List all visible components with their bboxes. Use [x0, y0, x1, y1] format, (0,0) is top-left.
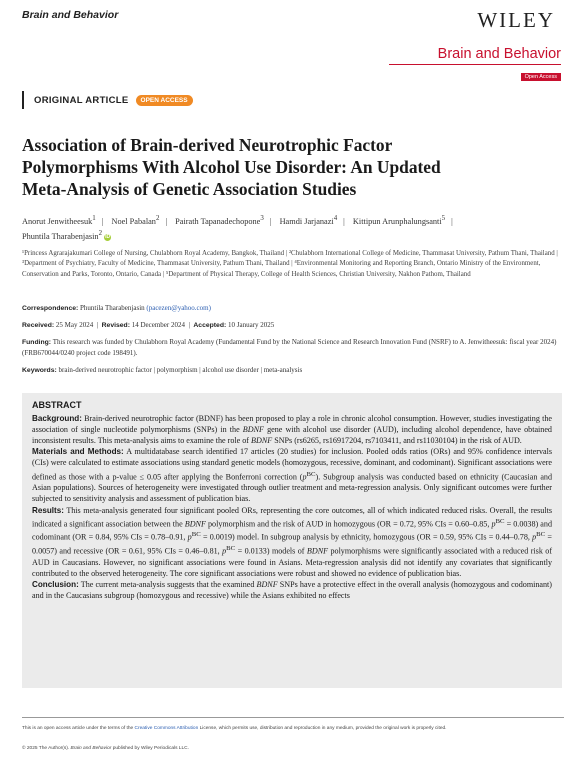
author-separator: | [451, 216, 453, 226]
article-type-bar [22, 91, 193, 109]
abstract-text: SNPs [274, 436, 293, 446]
p-symbol: p [491, 519, 496, 529]
conclusion-label: Conclusion: [32, 580, 79, 590]
keywords-text: brain-derived neurotrophic factor | polymorphism | alcohol use disorder | meta-analysis [58, 366, 303, 374]
author-separator: | [343, 216, 345, 226]
funding-label: Funding: [22, 339, 52, 346]
author-separator: | [269, 216, 272, 226]
accepted-date: 10 January 2025 [228, 321, 275, 329]
p-superscript: BC [536, 531, 546, 539]
title-line: Polymorphisms With Alcohol Use Disorder: An Updated [22, 157, 441, 177]
author-affiliation-number: 3 [260, 215, 264, 222]
date-separator: | [186, 321, 192, 329]
author-name[interactable]: Kittipun Arunphalungsanti [352, 216, 442, 226]
abstract-text: SNPs have a protective effect in the overall analysis (homozygous and codominant) and in the Caucasians subgroup (homozygous and recessive) while the Asians exhibited no effects [32, 580, 552, 601]
orcid-icon[interactable]: iD [105, 233, 111, 240]
abstract-text: = 0.0019) model. In subgroup analysis by ethnicity, homozygous (OR = 0.59, 95% CIs = 0.44–0.78, [202, 533, 530, 543]
p-superscript: BC [226, 545, 236, 553]
p-superscript: BC [191, 531, 201, 539]
abstract-methods [32, 446, 552, 504]
date-separator: | [94, 321, 100, 329]
article-dates [22, 320, 562, 331]
p-symbol: p [187, 533, 192, 543]
abstract-text: = 0.0057) and recessive (OR = 0.61, 95% CIs = 0.46–0.81, [32, 533, 552, 556]
journal-logo-rule [389, 64, 561, 65]
abstract-text: gene with alcohol use disorder (AUD), including alcohol dependence, have obtained inconsistent results. This meta-analysis aims to examine the role of [32, 425, 552, 446]
author-affiliation-number: 5 [441, 215, 446, 222]
snp-list: (rs6265, rs16917204, rs7103411, and rs11030104) [294, 436, 458, 446]
results-label: Results: [32, 505, 64, 515]
p-symbol: p [302, 472, 307, 482]
license-text: This is an open access article under the terms of the [22, 726, 134, 731]
copyright-journal: Brain and Behavior [70, 746, 112, 751]
author-separator: | [101, 216, 104, 226]
author-affiliation-number: 2 [98, 230, 103, 238]
author-affiliation-number: 4 [333, 215, 338, 222]
abstract-box [22, 393, 562, 688]
journal-logo[interactable] [389, 46, 561, 83]
methods-label: Materials and Methods: [32, 447, 124, 457]
gene-name: BDNF [306, 546, 329, 556]
publisher-logo[interactable]: WILEY [477, 8, 555, 32]
accepted-label: Accepted: [193, 322, 227, 329]
p-symbol: p [532, 533, 537, 543]
abstract-text: ). Subgroup analysis was conducted based on ethnicity (Caucasian and Asian populations). Sources of heterogeneity were investigated through outlier treatment and meta-regression analysis. Only significant outcomes were further subjected to sensitivity analysis and assessment of publication bias. [32, 472, 553, 504]
author-affiliation-number: 2 [155, 215, 160, 222]
article-title [22, 134, 522, 200]
revised-label: Revised: [101, 322, 130, 329]
open-access-badge: OPEN ACCESS [136, 95, 193, 106]
copyright-text: published by Wiley Periodicals LLC. [112, 746, 189, 751]
abstract-text: in the risk of AUD. [459, 436, 522, 446]
abstract-text: A multidatabase search identified 17 articles (20 studies) for inclusion. Pooled odds ratios (ORs) and 95% confidence intervals (CIs) were calculated to estimate associations using standard genetic models (homozygous, recessive, dominant, and codominant). Significant associations were defined as those with a [32, 447, 552, 482]
p-superscript: BC [495, 517, 505, 525]
p-symbol: p [222, 546, 227, 556]
article-type-label: ORIGINAL ARTICLE [34, 94, 129, 106]
gene-name: BDNF [251, 436, 273, 446]
correspondence-email[interactable]: (pacezen@yahoo.com) [146, 304, 211, 312]
abstract-text: Brain-derived neurotrophic factor (BDNF) has been proposed to play a role in chronic alcohol consumption. However, studies investigating the association of single nucleotide polymorphisms (SNPs) in the [32, 414, 552, 435]
journal-open-access-badge: Open Access [521, 73, 561, 81]
correspondence-label: Correspondence: [22, 305, 79, 312]
keywords-label: Keywords: [22, 367, 57, 374]
author-name[interactable]: Pairath Tapanadechopone [175, 216, 261, 226]
journal-logo-title: Brain and Behavior [437, 46, 561, 62]
author-name[interactable]: Phuntila Tharabenjasin [22, 232, 99, 242]
abstract-text: after applying the Bonferroni correction ( [164, 472, 303, 482]
abstract-text: polymorphisms were significantly associated with a reduced risk of AUD in Caucasians. However, no significant associations were found in Asians. Meta-regression analysis did not identify any covariates that significantly contributed to the observed heterogeneity. The core significant associations were robust and showed no evidence of publication bias. [32, 546, 553, 579]
copyright-notice [22, 745, 567, 752]
correspondence [22, 303, 562, 314]
abstract-text: This meta-analysis generated four significant pooled ORs, representing the core outcomes, all of which indicated reduced risks. Overall, the results indicated a significant association between the [32, 505, 552, 529]
abstract-results [32, 505, 552, 580]
abstract-text: = 0.0038) and codominant (OR = 0.84, 95% CIs = 0.78–0.91, [32, 519, 552, 543]
gene-name: BDNF [184, 519, 206, 529]
author-list [22, 213, 562, 244]
author-separator: | [165, 216, 168, 226]
abstract-conclusion [32, 579, 552, 601]
correspondence-name: Phuntila Tharabenjasin [80, 304, 145, 312]
journal-running-header: Brain and Behavior [22, 9, 119, 21]
author-name[interactable]: Hamdi Jarjanazi [279, 216, 334, 226]
p-superscript: BC [306, 470, 316, 478]
background-label: Background: [32, 414, 82, 424]
footer-divider [22, 717, 564, 718]
author-affiliation-number: 1 [92, 215, 96, 222]
title-line: Meta-Analysis of Genetic Association Studies [22, 179, 357, 199]
funding-text: This research was funded by Chulabhorn Royal Academy (Fundamental Fund by the National Science and Research Innovation Fund (NSRF) to A. Jenwitheesuk: fiscal year 2024) (FRB670044/0240 project code 198491). [22, 338, 557, 357]
gene-name: BDNF [256, 580, 278, 590]
received-label: Received: [22, 322, 55, 329]
p-value-threshold: p-value ≤ 0.05 [112, 472, 162, 482]
copyright-text: © 2025 The Author(s). [22, 746, 70, 751]
revised-date: 14 December 2024 [131, 321, 185, 329]
funding [22, 337, 562, 358]
abstract-background [32, 413, 552, 446]
license-text: License, which permits use, distribution and reproduction in any medium, provided the original work is properly cited. [199, 726, 447, 731]
gene-name: BDNF [242, 425, 264, 435]
abstract-heading: ABSTRACT [32, 400, 82, 410]
affiliations: ¹Princess Agrarajakumari College of Nursing, Chulabhorn Royal Academy, Bangkok, Thailand | ²Chulabhorn International College of Medicine, Thammasat University, Pathum Thani, Thailand | ³Department of Psychiatry, Faculty of Medicine, Thammasat University, Pathum Thani, Thailand | ⁴Environmental Monitoring and Reporting Branch, Ontario Ministry of the Environment, Conservation and Parks, Toronto, Ontario, Canada | ⁵Department of Physical Therapy, College of Health Sciences, Christian University, Nakhon Pathom, Thailand [22, 250, 558, 278]
license-link[interactable]: Creative Commons Attribution [134, 726, 199, 731]
title-line: Association of Brain-derived Neurotrophic Factor [22, 135, 393, 155]
abstract-text: = 0.0133) models of [237, 546, 305, 556]
author-name[interactable]: Noel Pabalan [111, 216, 156, 226]
received-date: 25 May 2024 [55, 321, 94, 329]
abstract-text: polymorphism and the risk of AUD in homozygous (OR = 0.72, 95% CIs = 0.60–0.85, [208, 519, 490, 529]
author-name[interactable]: Anorut Jenwitheesuk [22, 216, 93, 226]
abstract-text: The current meta-analysis suggests that the examined [80, 580, 255, 590]
keywords [22, 365, 562, 376]
license-notice [22, 725, 567, 732]
